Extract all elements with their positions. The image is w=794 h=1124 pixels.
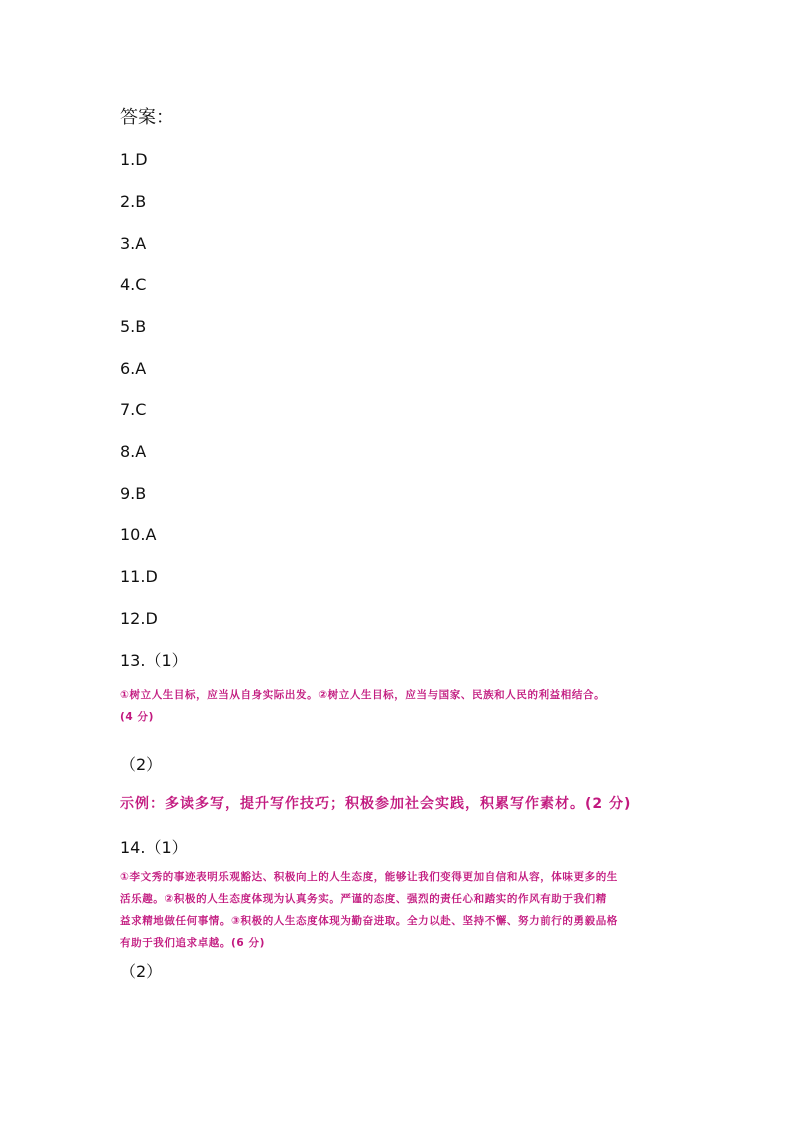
answer-11: 11.D bbox=[120, 567, 158, 586]
q14-part1-line-3: 益求精地做任何事情。③积极的人生态度体现为勤奋进取。全力以赴、坚持不懈、努力前行的勇毅品格 bbox=[120, 915, 618, 927]
answer-5: 5.B bbox=[120, 317, 147, 336]
q14-part1-answer bbox=[120, 866, 680, 954]
q13-part2-answer: 示例：多读多写，提升写作技巧；积极参加社会实践，积累写作素材。(2 分) bbox=[120, 796, 632, 812]
answer-1: 1.D bbox=[120, 150, 148, 169]
q13-part2-label: （2） bbox=[120, 755, 163, 774]
q13-part1-line-2: (4 分) bbox=[120, 711, 155, 723]
answer-7: 7.C bbox=[120, 400, 147, 419]
answer-3: 3.A bbox=[120, 234, 147, 253]
q14-part1-line-4: 有助于我们追求卓越。(6 分) bbox=[120, 937, 266, 949]
answer-10: 10.A bbox=[120, 525, 157, 544]
page-title: 答案： bbox=[120, 107, 174, 128]
answer-8: 8.A bbox=[120, 442, 147, 461]
q14-part1-line-2: 活乐趣。②积极的人生态度体现为认真务实。严谨的态度、强烈的责任心和踏实的作风有助于我们精 bbox=[120, 893, 607, 905]
q13-part1-line-1: ①树立人生目标，应当从自身实际出发。②树立人生目标，应当与国家、民族和人民的利益相结合。 bbox=[120, 689, 606, 701]
answer-4: 4.C bbox=[120, 275, 147, 294]
q14-part1-line-1: ①李文秀的事迹表明乐观豁达、积极向上的人生态度，能够让我们变得更加自信和从容，体味更多的生 bbox=[120, 871, 618, 883]
answer-6: 6.A bbox=[120, 359, 147, 378]
q13-label: 13.（1） bbox=[120, 651, 188, 670]
q13-part1-answer bbox=[120, 684, 680, 728]
answer-12: 12.D bbox=[120, 609, 158, 628]
answer-2: 2.B bbox=[120, 192, 147, 211]
q14-label: 14.（1） bbox=[120, 838, 188, 857]
answer-9: 9.B bbox=[120, 484, 147, 503]
q14-part2-label: （2） bbox=[120, 962, 163, 981]
